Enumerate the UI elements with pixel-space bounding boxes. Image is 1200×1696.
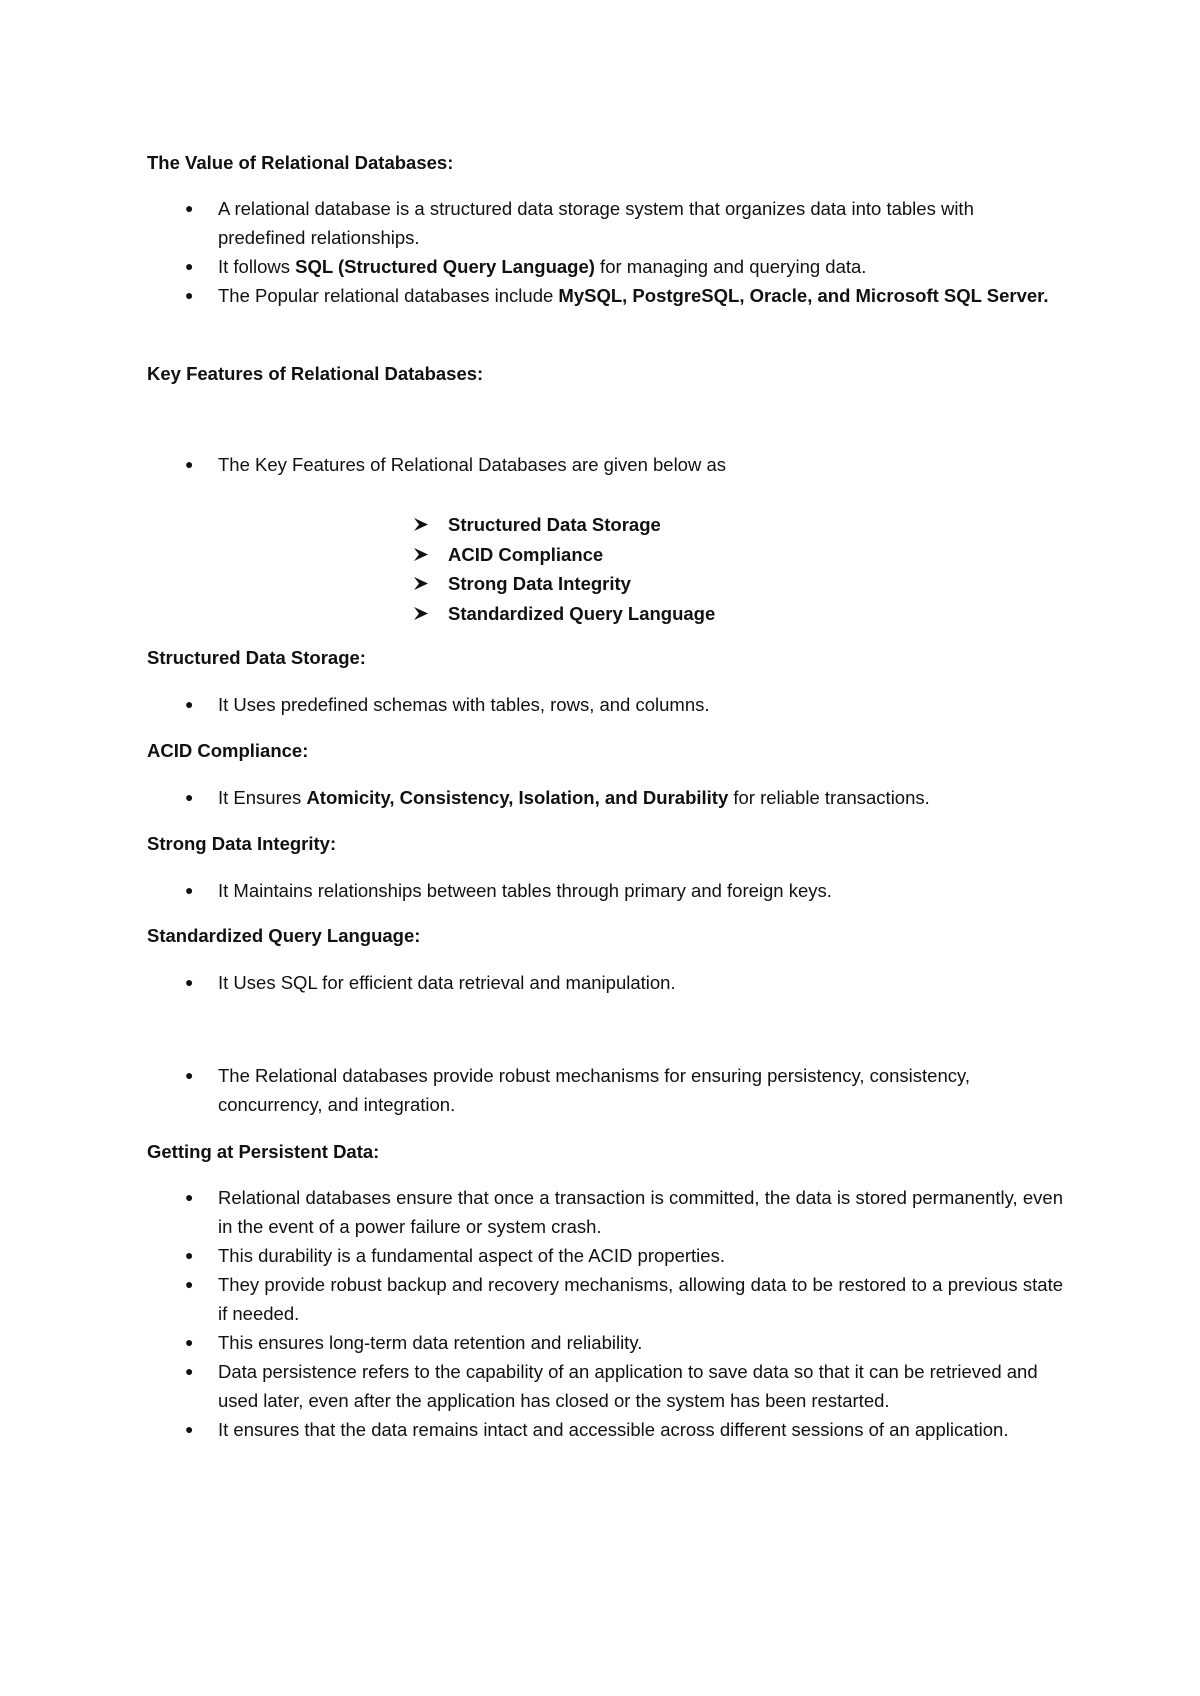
list-key-features-intro: [147, 450, 1067, 479]
heading-acid: ACID Compliance:: [147, 740, 309, 761]
bullet-icon: ●: [185, 456, 194, 472]
bullet-icon: ●: [185, 696, 194, 712]
list-item: ● Relational databases ensure that once a transaction is committed, the data is stored permanently, even in the event of a power failure or system crash.: [147, 1183, 1063, 1241]
key-feature-item: Structured Data Storage: [413, 510, 715, 540]
list-sql: [147, 968, 1067, 997]
bullet-icon: ●: [185, 1247, 194, 1263]
list-structured: [147, 690, 1067, 719]
bullet-icon: ●: [185, 1067, 194, 1083]
bullet-icon: ●: [185, 1421, 194, 1437]
list-item: ● They provide robust backup and recovery mechanisms, allowing data to be restored to a previous state if needed.: [147, 1270, 1063, 1328]
list-item: ● The Key Features of Relational Databases are given below as: [147, 450, 1067, 479]
heading-key-features: Key Features of Relational Databases:: [147, 363, 484, 384]
bullet-icon: ●: [185, 974, 194, 990]
list-item: ● It Uses predefined schemas with tables, rows, and columns.: [147, 690, 1067, 719]
list-integrity: [147, 876, 1067, 905]
key-features-list: [413, 510, 715, 628]
key-feature-item: Strong Data Integrity: [413, 569, 715, 599]
heading-value: The Value of Relational Databases:: [147, 152, 454, 173]
arrow-bullet-icon: [413, 576, 429, 591]
bullet-icon: ●: [185, 1363, 194, 1379]
bullet-icon: ●: [185, 789, 194, 805]
heading-persistent: Getting at Persistent Data:: [147, 1141, 380, 1162]
list-mechanisms: [147, 1061, 1047, 1119]
list-value: [147, 194, 1057, 310]
list-item: ● It Uses SQL for efficient data retrieval and manipulation.: [147, 968, 1067, 997]
bullet-icon: ●: [185, 1334, 194, 1350]
list-item: ● It Maintains relationships between tables through primary and foreign keys.: [147, 876, 1067, 905]
arrow-bullet-icon: [413, 606, 429, 621]
bullet-icon: ●: [185, 258, 194, 274]
list-item: ● The Relational databases provide robust mechanisms for ensuring persistency, consistency, concurrency, and integration.: [147, 1061, 1047, 1119]
bullet-icon: ●: [185, 882, 194, 898]
bullet-icon: ●: [185, 287, 194, 303]
list-persistent: [147, 1183, 1063, 1444]
key-feature-item: Standardized Query Language: [413, 599, 715, 629]
heading-integrity: Strong Data Integrity:: [147, 833, 337, 854]
list-item: ● It Ensures Atomicity, Consistency, Isolation, and Durability for reliable transactions.: [147, 783, 1067, 812]
heading-sql: Standardized Query Language:: [147, 925, 421, 946]
bullet-icon: ●: [185, 1189, 194, 1205]
bullet-icon: ●: [185, 200, 194, 216]
list-item: ● The Popular relational databases include MySQL, PostgreSQL, Oracle, and Microsoft SQL Server.: [147, 281, 1057, 310]
list-acid: [147, 783, 1067, 812]
list-item: ● It follows SQL (Structured Query Language) for managing and querying data.: [147, 252, 1057, 281]
list-item: ● This durability is a fundamental aspect of the ACID properties.: [147, 1241, 1063, 1270]
arrow-bullet-icon: [413, 517, 429, 532]
bullet-icon: ●: [185, 1276, 194, 1292]
arrow-bullet-icon: [413, 547, 429, 562]
list-item: ● It ensures that the data remains intact and accessible across different sessions of an application.: [147, 1415, 1063, 1444]
list-item: ● This ensures long-term data retention and reliability.: [147, 1328, 1063, 1357]
list-item: ● Data persistence refers to the capability of an application to save data so that it can be retrieved and used later, even after the application has closed or the system has been restarted.: [147, 1357, 1063, 1415]
heading-structured: Structured Data Storage:: [147, 647, 366, 668]
list-item: ● A relational database is a structured data storage system that organizes data into tables with predefined relationships.: [147, 194, 1057, 252]
key-feature-item: ACID Compliance: [413, 540, 715, 570]
